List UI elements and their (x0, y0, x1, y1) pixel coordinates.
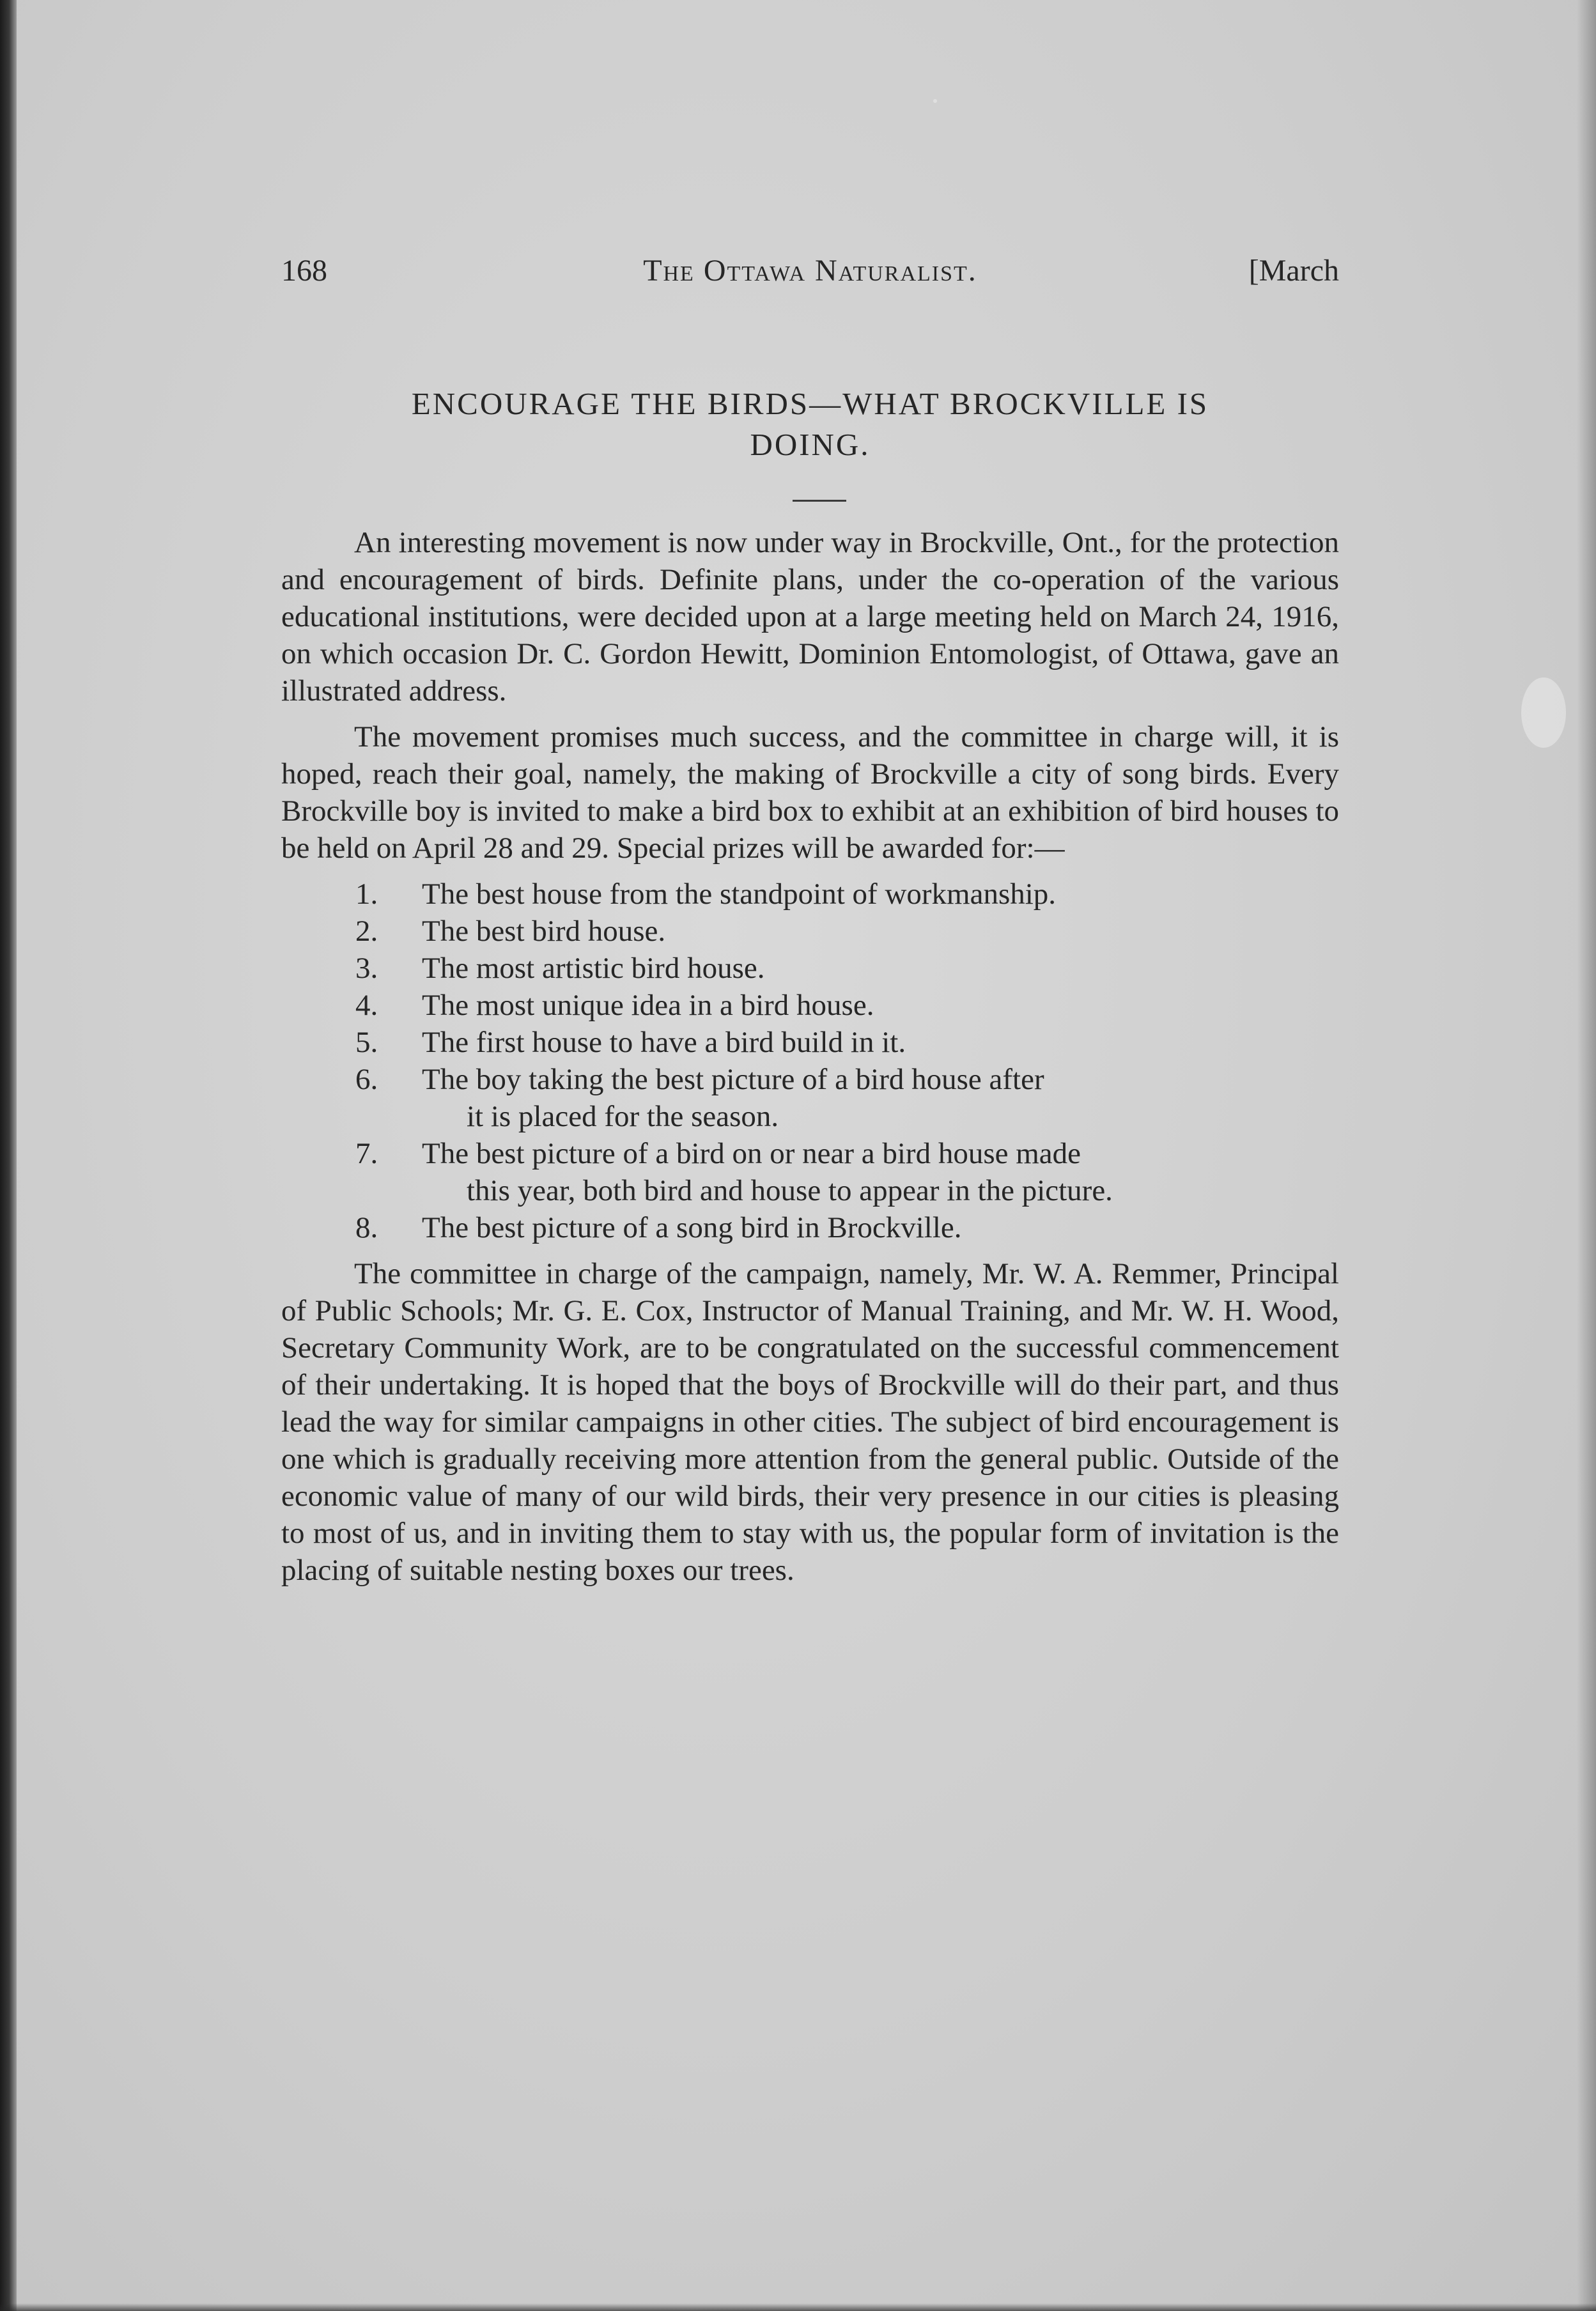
page-number: 168 (281, 254, 327, 288)
prize-text: The best picture of a bird on or near a bird house made (422, 1137, 1081, 1170)
page-edge-shadow (1577, 0, 1596, 2311)
prize-text: The boy taking the best picture of a bird house after (422, 1063, 1044, 1096)
prize-item (281, 1024, 1339, 1061)
prize-number: 3. (355, 952, 378, 985)
prize-item (281, 987, 1339, 1024)
paper-blemish (1521, 677, 1566, 748)
article-title-line-2: DOING. (750, 427, 871, 462)
prize-text-continued: this year, both bird and house to appear in the picture. (467, 1174, 1113, 1207)
journal-title: The Ottawa Naturalist. (643, 254, 977, 288)
article-title (281, 383, 1339, 465)
title-divider (793, 500, 846, 502)
prize-text: The best house from the standpoint of workmanship. (422, 877, 1057, 911)
prize-number: 7. (355, 1137, 378, 1170)
prize-item (281, 950, 1339, 987)
prize-item (281, 1061, 1339, 1135)
article-body (281, 524, 1339, 1598)
prize-item (281, 1135, 1339, 1209)
prize-text: The first house to have a bird build in it. (422, 1026, 906, 1059)
prize-number: 1. (355, 877, 378, 911)
prize-list (281, 876, 1339, 1246)
page-binding-shadow (0, 0, 17, 2311)
prize-text: The best bird house. (422, 915, 666, 948)
prize-item (281, 1209, 1339, 1246)
article-title-line-1: ENCOURAGE THE BIRDS—WHAT BROCKVILLE IS (411, 386, 1209, 421)
issue-month: [March (1248, 254, 1339, 288)
prize-number: 2. (355, 915, 378, 948)
paragraph-intro: An interesting movement is now under way in Brockville, Ont., for the protection and encouragement of birds. Definite plans, under the co-operation of the various educational institutions, were decided upon at a large meeting held on March 24, 1916, on which occasion Dr. C. Gordon Hewitt, Dominion Entomologist, of Ottawa, gave an illustrated address. (281, 526, 1339, 707)
running-header (281, 248, 1339, 299)
page-bottom-shadow (0, 2303, 1596, 2311)
prize-number: 5. (355, 1026, 378, 1059)
prize-number: 4. (355, 989, 378, 1022)
prize-text-continued: it is placed for the season. (467, 1100, 779, 1133)
paragraph-movement: The movement promises much success, and the committee in charge will, it is hoped, reach their goal, namely, the making of Brockville a city of song birds. Every Brockville boy is invited to make a bird box to exhibit at an exhibition of bird houses to be held on April 28 and 29. Special prizes will be awarded for:— (281, 720, 1339, 865)
prize-number: 6. (355, 1063, 378, 1096)
prize-item (281, 913, 1339, 950)
prize-number: 8. (355, 1211, 378, 1244)
prize-text: The most artistic bird house. (422, 952, 765, 985)
prize-text: The best picture of a song bird in Brockville. (422, 1211, 962, 1244)
paragraph-committee: The committee in charge of the campaign, namely, Mr. W. A. Remmer, Principal of Public Schools; Mr. G. E. Cox, Instructor of Manual Training, and Mr. W. H. Wood, Secretary Community Work, are to be congratulated on the successful commencement of their undertaking. It is hoped that the boys of Brockville will do their part, and thus lead the way for similar campaigns in other cities. The subject of bird encouragement is one which is gradually receiving more attention from the general public. Outside of the economic value of many of our wild birds, their very presence in our cities is pleasing to most of us, and in inviting them to stay with us, the popular form of invitation is the placing of suitable nesting boxes our trees. (281, 1257, 1339, 1587)
prize-item (281, 876, 1339, 913)
prize-text: The most unique idea in a bird house. (422, 989, 874, 1022)
paper-blemish (933, 99, 937, 103)
